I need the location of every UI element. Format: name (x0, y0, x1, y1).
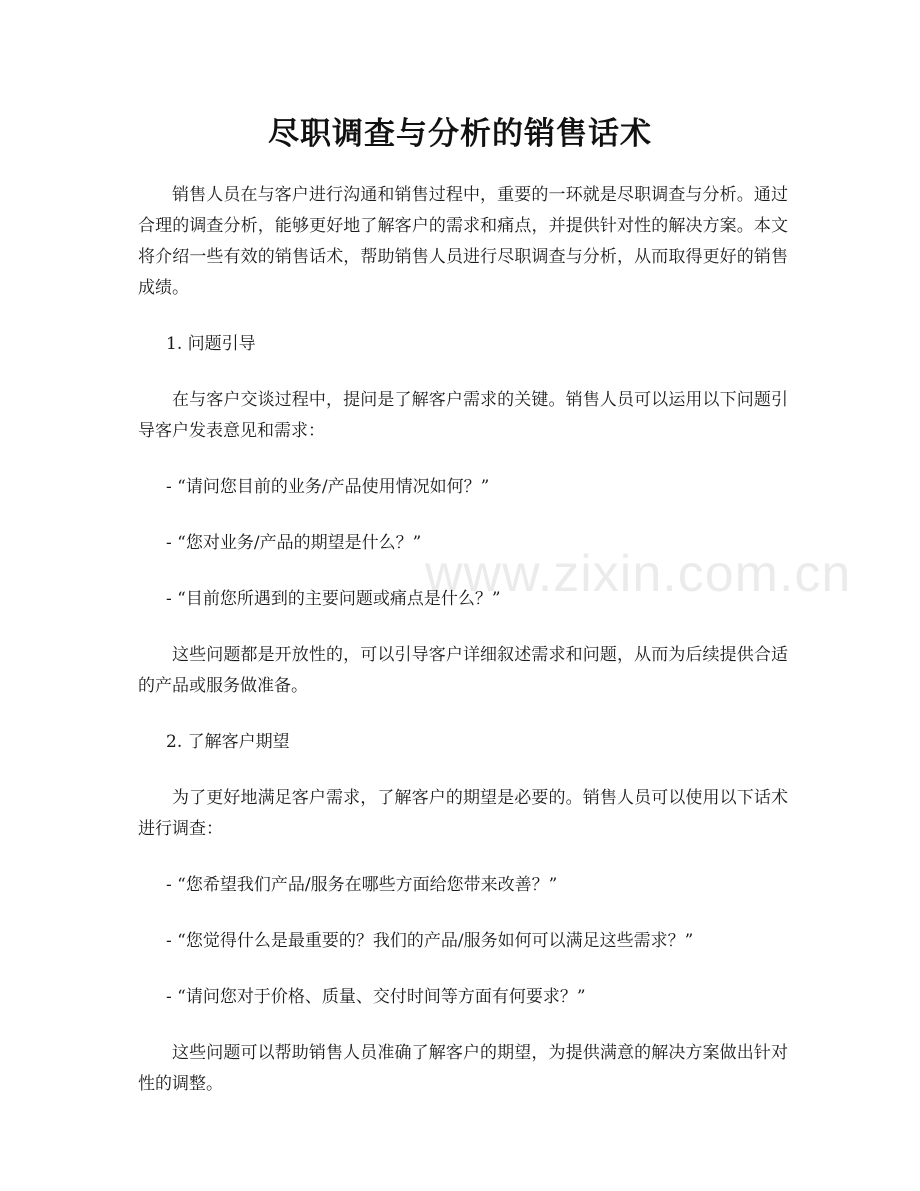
section-1-heading: 1. 问题引导 (166, 334, 256, 354)
section-1-item: - “请问您目前的业务/产品使用情况如何？” (166, 477, 490, 497)
section-2-item: - “您觉得什么是最重要的？我们的产品/服务如何可以满足这些需求？” (166, 931, 694, 951)
section-2-item: - “您希望我们产品/服务在哪些方面给您带来改善？” (166, 875, 558, 895)
section-2-outro: 这些问题可以帮助销售人员准确了解客户的期望，为提供满意的解决方案做出针对性的调整。 (138, 1043, 788, 1094)
document-body (138, 180, 788, 1125)
section-1-item: - “目前您所遇到的主要问题或痛点是什么？” (166, 589, 501, 609)
watermark: www.zixin.com.cn (425, 545, 852, 603)
intro-paragraph: 销售人员在与客户进行沟通和销售过程中，重要的一环就是尽职调查与分析。通过合理的调查分析，能够更好地了解客户的需求和痛点，并提供针对性的解决方案。本文将介绍一些有效的销售话术，帮助销售人员进行尽职调查与分析，从而取得更好的销售成绩。 (138, 185, 788, 298)
section-2-intro: 为了更好地满足客户需求，了解客户的期望是必要的。销售人员可以使用以下话术进行调查： (138, 788, 788, 839)
document-title: 尽职调查与分析的销售话术 (268, 116, 652, 152)
section-1-outro: 这些问题都是开放性的，可以引导客户详细叙述需求和问题，从而为后续提供合适的产品或服务做准备。 (138, 645, 788, 696)
section-2-item: - “请问您对于价格、质量、交付时间等方面有何要求？” (166, 987, 586, 1007)
section-1-item: - “您对业务/产品的期望是什么？” (166, 533, 422, 553)
section-2-heading: 2. 了解客户期望 (166, 732, 290, 752)
section-1-intro: 在与客户交谈过程中，提问是了解客户需求的关键。销售人员可以运用以下问题引导客户发表意见和需求： (138, 390, 788, 441)
